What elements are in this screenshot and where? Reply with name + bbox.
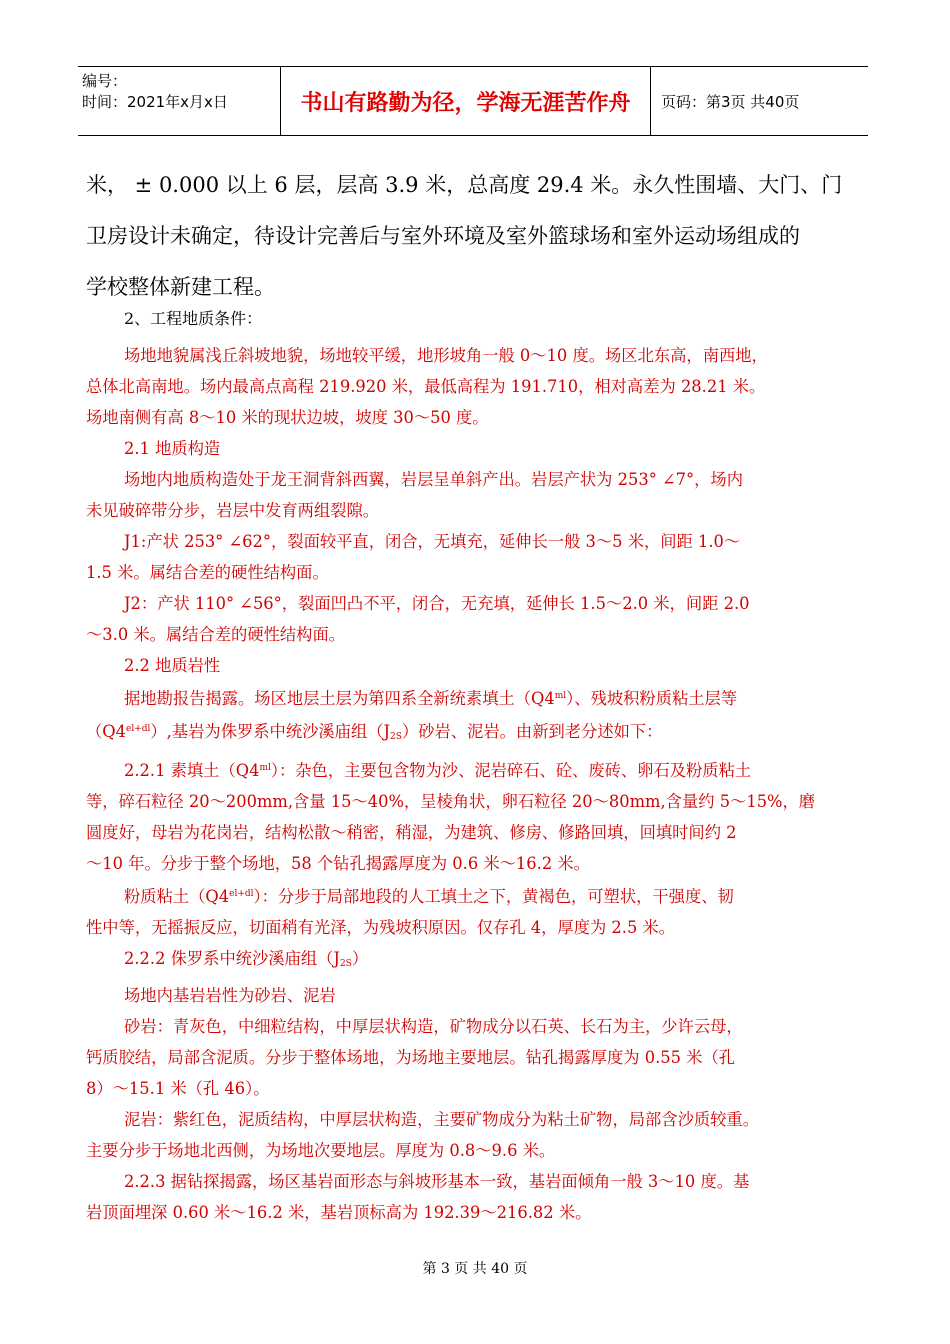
header-time: 时间：2021年x月x日 — [82, 93, 228, 111]
red-line — [86, 879, 866, 912]
header-motto: 书山有路勤为径，学海无涯苦作舟 — [281, 67, 651, 135]
red-line: 主要分步于场地北西侧，为场地次要地层。厚度为 0.8～9.6 米。 — [86, 1141, 556, 1160]
red-line: 泥岩：紫红色，泥质结构，中厚层状构造，主要矿物成分为粘土矿物，局部含沙质较重。 — [124, 1110, 759, 1129]
red-line: 8）～15.1 米（孔 46）。 — [86, 1079, 270, 1098]
superscript: el+dl — [229, 889, 254, 899]
text-run: 2.2.2 侏罗系中统沙溪庙组（J — [124, 949, 340, 968]
text-run: 2.2.1 素填土（Q4 — [124, 761, 260, 780]
page-footer: 第 3 页 共 40 页 — [422, 1261, 528, 1277]
superscript: ml — [554, 691, 567, 701]
header-page-info: 页码：第3页 共40页 — [661, 92, 800, 111]
superscript: el+dl — [126, 724, 151, 734]
red-line: 总体北高南地。场内最高点高程 219.920 米，最低高程为 191.710，相对高差为 28.21 米。 — [86, 377, 766, 396]
red-line: 场地地貌属浅丘斜坡地貌，场地较平缓，地形坡角一般 0～10 度。场区北东高，南西地， — [124, 346, 768, 365]
text-run: ）：分步于局部地段的人工填土之下，黄褐色，可塑状，干强度、韧 — [253, 887, 734, 906]
header-number: 编号： — [82, 72, 128, 90]
red-line — [86, 681, 866, 714]
body-line: 卫房设计未确定，待设计完善后与室外环境及室外篮球场和室外运动场组成的 — [86, 224, 800, 248]
red-line: 未见破碎带分步，岩层中发育两组裂隙。 — [86, 501, 380, 520]
red-line: 2.2.3 据钻探揭露，场区基岩面形态与斜坡形基本一致，基岩面倾角一般 3～10 度。基 — [124, 1172, 750, 1191]
red-line: 等，碎石粒径 20～200mm,含量 15～40%，呈棱角状，卵石粒径 20～80mm,含量约 5～15%，磨 — [86, 792, 816, 811]
superscript: ml — [259, 763, 271, 773]
red-line: J1:产状 253° ∠62°，裂面较平直，闭合，无填充，延伸长一般 3～5 米，间距 1.0～ — [124, 532, 741, 551]
text-run: 据地勘报告揭露。场区地层土层为第四系全新统素填土（Q4 — [124, 689, 555, 708]
red-line: ～10 年。分步于整个场地，58 个钻孔揭露厚度为 0.6 米～16.2 米。 — [86, 854, 590, 873]
red-line: ～3.0 米。属结合差的硬性结构面。 — [86, 625, 346, 644]
red-line: 场地内地质构造处于龙王洞背斜西翼，岩层呈单斜产出。岩层产状为 253° ∠7°，场内 — [124, 470, 743, 489]
red-line: 钙质胶结，局部含泥质。分步于整体场地，为场地主要地层。钻孔揭露厚度为 0.55 米（孔 — [86, 1048, 736, 1067]
subsection-heading — [86, 943, 866, 980]
red-line — [86, 753, 866, 786]
text-run: （Q4 — [86, 722, 126, 741]
red-line: 性中等，无摇振反应，切面稍有光泽，为残坡积原因。仅存孔 4，厚度为 2.5 米。 — [86, 918, 676, 937]
document-body — [86, 160, 866, 1228]
red-line: 1.5 米。属结合差的硬性结构面。 — [86, 563, 329, 582]
section-heading: 2、工程地质条件： — [124, 309, 263, 328]
red-line: 场地南侧有高 8～10 米的现状边坡，坡度 30～50 度。 — [86, 408, 489, 427]
page-header — [78, 66, 868, 136]
red-line: 圆度好，母岩为花岗岩，结构松散～稍密，稍湿，为建筑、修房、修路回填，回填时间约 2 — [86, 823, 737, 842]
text-run: ）,基岩为侏罗系中统沙溪庙组（J — [150, 722, 391, 741]
text-run: ） — [351, 949, 369, 968]
text-run: ）、残坡积粉质粘土层等 — [566, 689, 738, 708]
subsection-heading: 2.2 地质岩性 — [124, 656, 221, 675]
red-line: 砂岩：青灰色，中细粒结构，中厚层状构造，矿物成分以石英、长石为主，少许云母， — [124, 1017, 743, 1036]
subscript: 2S — [390, 732, 402, 742]
text-run: 粉质粘土（Q4 — [124, 887, 230, 906]
red-line: 场地内基岩岩性为砂岩、泥岩 — [124, 986, 336, 1005]
red-line: J2：产状 110° ∠56°，裂面凹凸不平，闭合，无充填，延伸长 1.5～2.0 米，间距 2.0 — [124, 594, 750, 613]
text-run: ）：杂色，主要包含物为沙、泥岩碎石、砼、废砖、卵石及粉质粘土 — [270, 761, 752, 780]
subscript: 2S — [339, 959, 352, 969]
body-line: 米， ± 0.000 以上 6 层，层高 3.9 米，总高度 29.4 米。永久性围墙、大门、门 — [86, 173, 843, 197]
body-line: 学校整体新建工程。 — [86, 275, 275, 299]
red-line — [86, 714, 866, 753]
text-run: ）砂岩、泥岩。由新到老分述如下： — [401, 722, 663, 741]
header-meta — [78, 67, 281, 135]
red-line: 岩顶面埋深 0.60 米～16.2 米，基岩顶标高为 192.39～216.82 米。 — [86, 1203, 592, 1222]
subsection-heading: 2.1 地质构造 — [124, 439, 221, 458]
